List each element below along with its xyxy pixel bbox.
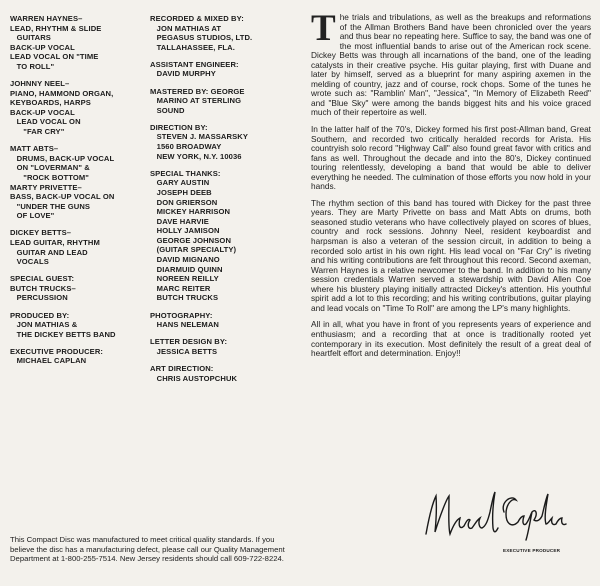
credits-column-right [150,14,295,391]
credit-line: "ROCK BOTTOM" [10,172,89,182]
credit-block [10,79,152,137]
credit-line: 1560 BROADWAY [150,142,222,152]
credit-line: LETTER DESIGN BY: [150,337,228,347]
credit-line: "UNDER THE GUNS [10,201,91,211]
credit-line: BASS, BACK-UP VOCAL ON [10,192,115,202]
credits-column-left [10,14,152,374]
credit-line: PEGASUS STUDIOS, LTD. [150,33,253,43]
quality-notice: This Compact Disc was manufactured to meet critical quality standards. If you believe the disc has a manufacturing defect, please call our Quality Management Department at 1-800-255-7514. New Jersey residents should call 609-722-8224. [10,535,285,564]
credit-line: DON GRIERSON [150,197,218,207]
credit-line: GARY AUSTIN [150,178,210,188]
credit-line: LEAD VOCAL ON "TIME [10,52,99,62]
credit-line: BUTCH TRUCKS– [10,283,76,293]
credit-line: DAVE HARVIE [150,216,209,226]
credit-line: (GUITAR SPECIALTY) [150,245,237,255]
credit-line: DIRECTION BY: [150,122,208,132]
credit-line: ASSISTANT ENGINEER: [150,59,239,69]
credit-line: KEYBOARDS, HARPS [10,98,91,108]
credit-block [150,337,295,356]
credit-line: BACK-UP VOCAL [10,42,75,52]
credit-line: CHRIS AUSTOPCHUK [150,373,238,383]
credit-line: JOSEPH DEEB [150,187,212,197]
credit-line: DAVID MIGNANO [150,255,220,265]
credit-line: VOCALS [10,257,49,267]
credit-block [150,14,295,52]
signature-title: EXECUTIVE PRODUCER [503,548,561,553]
credit-line: WARREN HAYNES– [10,14,83,23]
credit-line: MARINO AT STERLING [150,96,242,106]
credit-line: PRODUCED BY: [10,310,70,320]
credit-line: JON MATHIAS & [10,320,78,330]
credit-line: OF LOVE" [10,211,55,221]
credit-line: GUITAR AND LEAD [10,247,88,257]
credit-line: LEAD GUITAR, RHYTHM [10,237,100,247]
credit-line: HOLLY JAMISON [150,226,220,236]
credit-block [150,311,295,330]
credit-block [150,364,295,383]
drop-cap: T [311,8,336,49]
credit-line: DICKEY BETTS– [10,228,72,238]
credit-line: NOREEN REILLY [150,274,219,284]
credit-line: SPECIAL GUEST: [10,274,75,284]
credit-line: RECORDED & MIXED BY: [150,14,244,23]
credit-block [150,87,295,116]
credit-line: BUTCH TRUCKS [150,293,219,303]
credit-line: PIANO, HAMMOND ORGAN, [10,88,114,98]
credit-line: DIARMUID QUINN [150,264,223,274]
credit-line: HANS NELEMAN [150,320,220,330]
credit-block [10,274,152,303]
credit-line: STEVEN J. MASSARSKY [150,132,248,142]
credit-line: MICHAEL CAPLAN [10,356,87,366]
credit-line: LEAD VOCAL ON [10,117,81,127]
credit-line: MARTY PRIVETTE– [10,182,82,192]
credit-line: EXECUTIVE PRODUCER: [10,346,104,356]
credit-line: JON MATHIAS AT [150,23,222,33]
credit-line: THE DICKEY BETTS BAND [10,329,116,339]
liner-notes [311,8,591,366]
credit-line: JESSICA BETTS [150,346,218,356]
liner-paragraph-4: All in all, what you have in front of you represents years of experience and enthusiasm; and a recording that at once is traditionally rooted yet contemporary in its execution. Most definitely the result of a great deal of heartfelt effort and determination. Enjoy!! [311,319,591,359]
credit-line: MICKEY HARRISON [150,207,231,217]
credit-line: GEORGE JOHNSON [150,235,232,245]
liner-paragraph-text: he trials and tribulations, as well as the breakups and reformations of the Allman Brothers Band have been chronicled over the years and thus bear no repeating here. Suffice to say, the band was one of the most influential bands to arise out of the American rock scene. Dickey Betts was through all incarnations of the band, one of the leading catalysts in their creative psyche. His guitar playing, first with Duane and later by himself, served as a blueprint for many aspiring axemen in the melding of country, jazz and of course, rock chops. Some of the tunes he wrote such as: "Ramblin' Man", "Jessica", "In Memory of Elizabeth Reed" and "Blue Sky" were among the bands biggest hits and his voice graced much of their repertoire as well. [311,12,591,118]
credit-line: DAVID MURPHY [150,69,216,79]
credit-line: TO ROLL" [10,61,55,71]
credit-block [10,14,152,72]
liner-paragraph-1 [311,8,591,118]
credit-line: SPECIAL THANKS: [150,168,221,178]
credit-line: ON "LOVERMAN" & [10,163,90,173]
liner-paragraph-2: In the latter half of the 70's, Dickey formed his first post-Allman band, Great Southern, and recorded two critically heralded records for Arista. His countryish solo record "Highway Call" also found great favor with critics and fans as well. Throughout the decade and into the 80's, Dickey continued touring relentlessly, developing a band that would be able to deliver everything he needed. The culmination of those efforts you now hold in your hands. [311,124,591,192]
credit-line: ART DIRECTION: [150,363,214,373]
credit-line: "FAR CRY" [10,127,65,137]
credit-block [10,228,152,266]
credit-line: TALLAHASSEE, FLA. [150,42,235,52]
credit-block [150,123,295,161]
credit-block [150,169,295,303]
credit-line: PERCUSSION [10,293,68,303]
credit-line: MARC REITER [150,283,211,293]
credit-line: JOHNNY NEEL– [10,79,70,89]
credit-line: GUITARS [10,33,51,43]
credit-line: NEW YORK, N.Y. 10036 [150,151,242,161]
credit-block [10,311,152,340]
credit-block [10,347,152,366]
signature-image [420,482,570,542]
credit-line: SOUND [150,105,185,115]
credit-line: BACK-UP VOCAL [10,107,75,117]
credit-block [150,60,295,79]
credit-line: LEAD, RHYTHM & SLIDE [10,23,102,33]
liner-paragraph-3: The rhythm section of this band has toured with Dickey for the past three years. They are Marty Privette on bass and Matt Abts on drums, both seasoned studio veterans who have collectively played on scores of blues, country and rock sessions. Johnny Neel, resident keyboardist and harpsman is also a veteran of the session circuit, in addition to being a recorded solo artist in his own right. His lead vocal on "Far Cry" is riveting and his writing contributions are felt throughout this record. Second axeman, Warren Haynes is a relative newcomer to the band. In addition to his many session credentials Warren served a stewardship with David Allen Coe where his blustery playing initially attracted Dickey's attention. His youthful spirit add a lot to this recording; and his writing contributions, guitar playing and lead vocals on "Time To Roll" are among the LP's many highlights. [311,197,591,313]
credit-line: MASTERED BY: GEORGE [150,86,245,96]
credit-block [10,144,152,221]
credit-line: MATT ABTS– [10,144,59,154]
credit-line: DRUMS, BACK-UP VOCAL [10,153,115,163]
credit-line: PHOTOGRAPHY: [150,310,213,320]
